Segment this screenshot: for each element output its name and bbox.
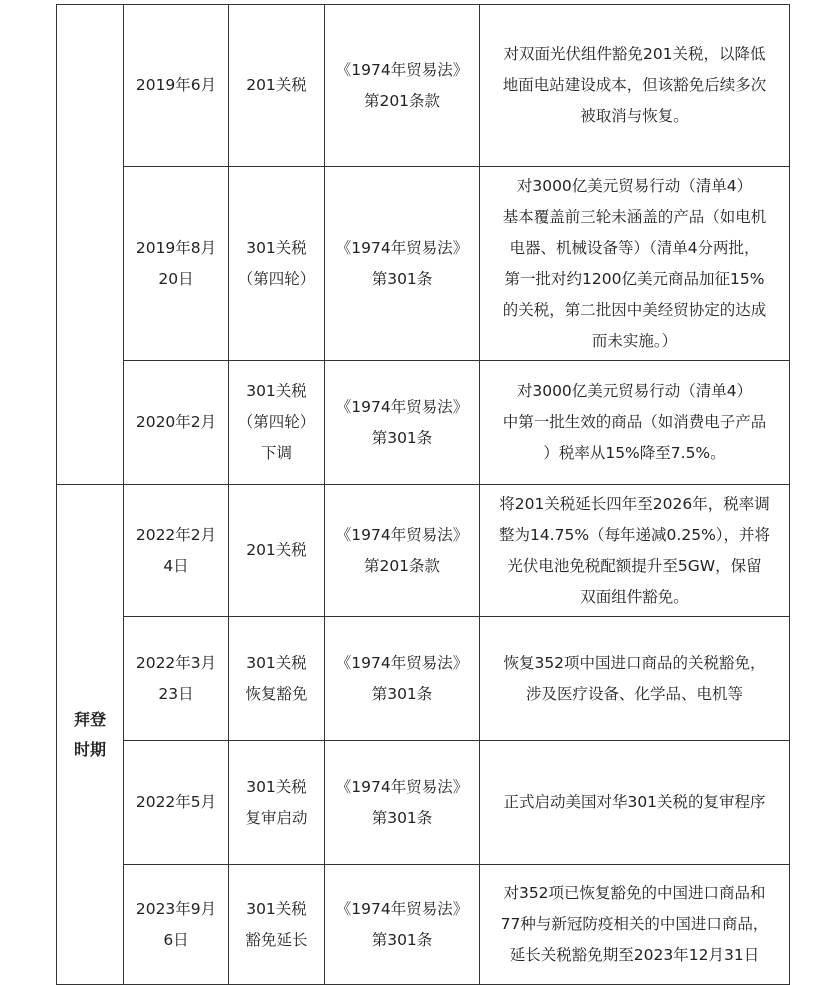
table-row	[57, 741, 790, 865]
date-cell: 2019年6月	[124, 5, 229, 167]
law-basis-cell: 《1974年贸易法》 第301条	[325, 361, 480, 485]
law-basis-cell: 《1974年贸易法》 第201条款	[325, 5, 480, 167]
description-cell: 对352项已恢复豁免的中国进口商品和 77种与新冠防疫相关的中国进口商品， 延长关税豁免期至2023年12月31日	[480, 865, 790, 985]
description-cell: 正式启动美国对华301关税的复审程序	[480, 741, 790, 865]
table-row	[57, 617, 790, 741]
law-basis-cell: 《1974年贸易法》 第301条	[325, 741, 480, 865]
date-cell: 2023年9月 6日	[124, 865, 229, 985]
law-basis-cell: 《1974年贸易法》 第301条	[325, 865, 480, 985]
description-cell: 将201关税延长四年至2026年，税率调 整为14.75%（每年递减0.25%），并将 光伏电池免税配额提升至5GW，保留 双面组件豁免。	[480, 485, 790, 617]
tariff-type-cell: 201关税	[229, 5, 325, 167]
description-cell: 对3000亿美元贸易行动（清单4） 基本覆盖前三轮未涵盖的产品（如电机 电器、机械设备等）（清单4分两批， 第一批对约1200亿美元商品加征15% 的关税，第二批因中美经贸协定的达成 而未实施。）	[480, 167, 790, 361]
description-cell: 恢复352项中国进口商品的关税豁免， 涉及医疗设备、化学品、电机等	[480, 617, 790, 741]
tariff-type-cell: 301关税 豁免延长	[229, 865, 325, 985]
period-cell-trump	[57, 5, 124, 485]
date-cell: 2022年2月 4日	[124, 485, 229, 617]
table-row	[57, 865, 790, 985]
description-cell: 对双面光伏组件豁免201关税，以降低 地面电站建设成本，但该豁免后续多次 被取消与恢复。	[480, 5, 790, 167]
table-row	[57, 5, 790, 167]
table-row	[57, 167, 790, 361]
tariff-type-cell: 301关税 复审启动	[229, 741, 325, 865]
tariff-table	[56, 4, 790, 985]
tariff-type-cell: 301关税 （第四轮） 下调	[229, 361, 325, 485]
law-basis-cell: 《1974年贸易法》 第301条	[325, 617, 480, 741]
period-cell-biden: 拜登 时期	[57, 485, 124, 985]
law-basis-cell: 《1974年贸易法》 第201条款	[325, 485, 480, 617]
table-row	[57, 485, 790, 617]
tariff-type-cell: 301关税 恢复豁免	[229, 617, 325, 741]
date-cell: 2022年3月 23日	[124, 617, 229, 741]
tariff-type-cell: 301关税 （第四轮）	[229, 167, 325, 361]
date-cell: 2019年8月 20日	[124, 167, 229, 361]
law-basis-cell: 《1974年贸易法》 第301条	[325, 167, 480, 361]
description-cell: 对3000亿美元贸易行动（清单4） 中第一批生效的商品（如消费电子产品 ）税率从15%降至7.5%。	[480, 361, 790, 485]
date-cell: 2022年5月	[124, 741, 229, 865]
date-cell: 2020年2月	[124, 361, 229, 485]
table-row	[57, 361, 790, 485]
tariff-type-cell: 201关税	[229, 485, 325, 617]
